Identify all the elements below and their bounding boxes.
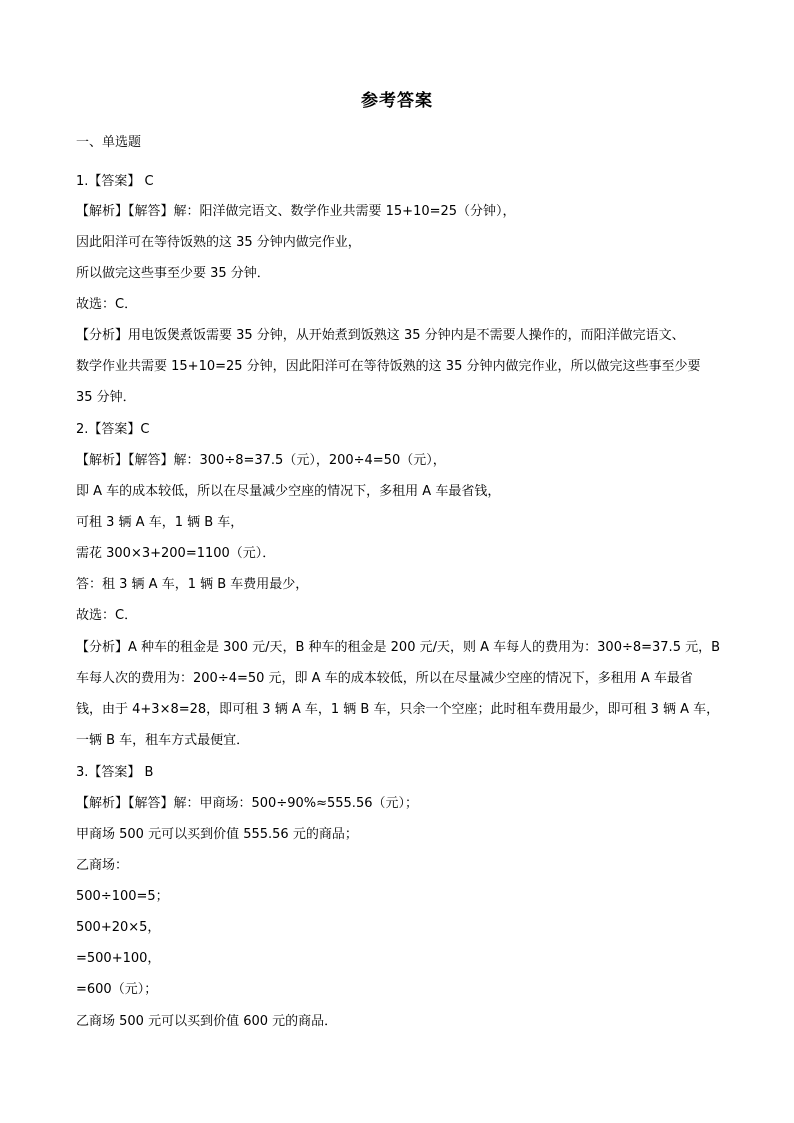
q2-solution-line: 可租 3 辆 A 车，1 辆 B 车， [76,515,244,530]
q3-solution-line: =500+100， [76,951,161,966]
page-title: 参考答案 [361,91,433,111]
q2-analysis-line: 车每人次的费用为：200÷4=50 元，即 A 车的成本较低，所以在尽量减少空座的情况下，多租用 A 车最省 [76,671,693,686]
q1-analysis-line: 数学作业共需要 15+10=25 分钟，因此阳洋可在等待饭熟的这 35 分钟内做完作业，所以做完这些事至少要 [76,359,701,374]
q2-solution-line: 【解析】【解答】解：300÷8=37.5（元），200÷4=50（元）， [76,453,446,468]
q3-solution-line: 【解析】【解答】解：甲商场：500÷90%≈555.56（元）； [76,796,418,811]
q1-choice: 故选：C． [76,297,138,312]
q1-solution-line: 所以做完这些事至少要 35 分钟． [76,266,270,281]
q3-solution-line: 乙商场 500 元可以买到价值 600 元的商品． [76,1014,338,1029]
q1-analysis-line: 35 分钟． [76,390,136,405]
section-heading: 一、单选题 [76,135,142,150]
q3-solution-line: 500÷100=5； [76,889,169,904]
q2-analysis-line: 一辆 B 车，租车方式最便宜． [76,733,250,748]
q1-solution-line: 【解析】【解答】解：阳洋做完语文、数学作业共需要 15+10=25（分钟）， [76,204,516,219]
q1-answer: 1.【答案】 C [76,174,154,189]
q2-solution-line: 即 A 车的成本较低，所以在尽量减少空座的情况下，多租用 A 车最省钱， [76,484,501,499]
q2-answer: 2.【答案】C [76,422,150,437]
q3-solution-line: =600（元）； [76,982,158,997]
q3-solution-line: 乙商场： [76,858,129,873]
q1-analysis-line: 【分析】用电饭煲煮饭需要 35 分钟，从开始煮到饭熟这 35 分钟内是不需要人操作的，而阳洋做完语文、 [76,328,685,343]
q2-solution-line: 需花 300×3+200=1100（元）． [76,546,276,561]
q2-choice: 故选：C． [76,608,138,623]
q3-solution-line: 甲商场 500 元可以买到价值 555.56 元的商品； [76,827,358,842]
q3-answer: 3.【答案】 B [76,765,154,780]
q1-solution-line: 因此阳洋可在等待饭熟的这 35 分钟内做完作业， [76,235,361,250]
q3-solution-line: 500+20×5， [76,920,161,935]
q2-analysis-line: 钱，由于 4+3×8=28，即可租 3 辆 A 车，1 辆 B 车，只余一个空座；此时租车费用最少，即可租 3 辆 A 车， [76,702,720,717]
q2-solution-line: 答：租 3 辆 A 车，1 辆 B 车费用最少， [76,577,309,592]
q2-analysis-line: 【分析】A 种车的租金是 300 元/天，B 种车的租金是 200 元/天，则 A 车每人的费用为：300÷8=37.5 元，B [76,640,721,655]
